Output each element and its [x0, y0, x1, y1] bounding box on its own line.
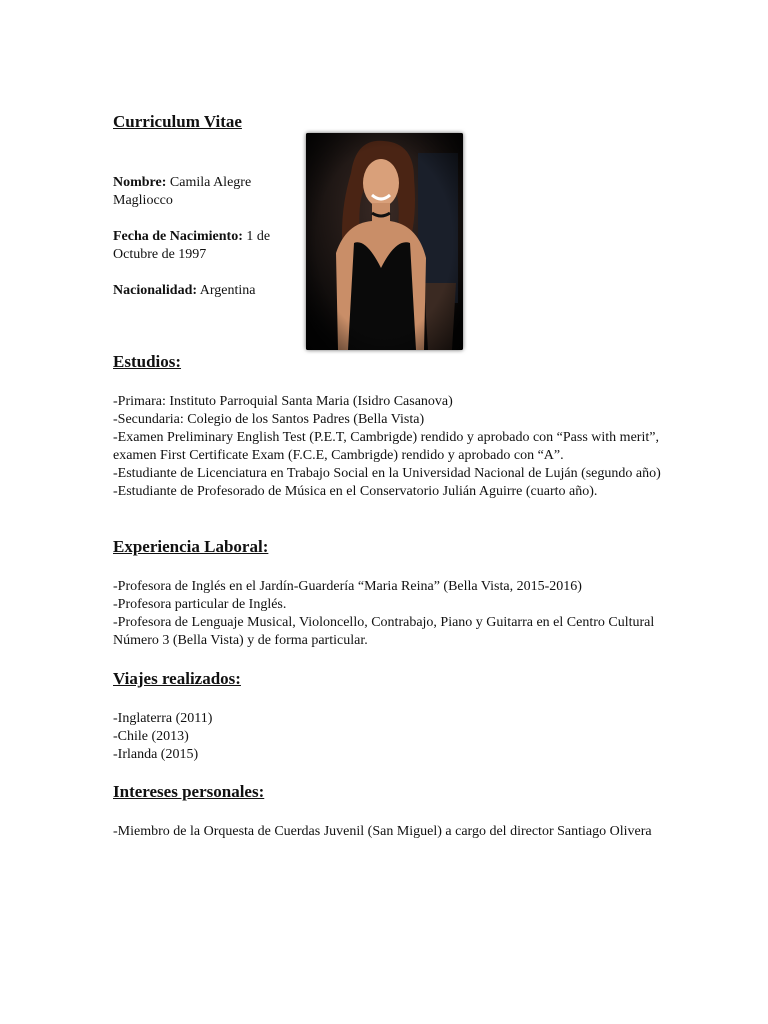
list-item: -Primara: Instituto Parroquial Santa Maria (Isidro Casanova)	[113, 394, 453, 409]
list-item: -Miembro de la Orquesta de Cuerdas Juvenil (San Miguel) a cargo del director Santiago Olivera	[113, 824, 652, 839]
profile-photo-image	[306, 133, 463, 350]
list-item: -Chile (2013)	[113, 729, 189, 744]
nationality-field	[113, 282, 298, 300]
list-item: -Profesora particular de Inglés.	[113, 597, 287, 612]
studies-list	[113, 393, 673, 501]
list-item: -Inglaterra (2011)	[113, 711, 213, 726]
birth-value: 1 de Octubre de 1997	[113, 229, 271, 262]
birth-label: Fecha de Nacimiento:	[113, 229, 243, 244]
name-value: Camila Alegre Magliocco	[113, 175, 252, 208]
list-item: -Profesora de Lenguaje Musical, Violoncello, Contrabajo, Piano y Guitarra en el Centro Cultural Número 3 (Bella Vista) y de forma particular.	[113, 615, 655, 648]
name-field	[113, 174, 298, 210]
nationality-value: Argentina	[199, 283, 256, 298]
list-item: -Estudiante de Licenciatura en Trabajo Social en la Universidad Nacional de Luján (segundo año)	[113, 466, 661, 481]
travels-heading: Viajes realizados:	[113, 669, 241, 688]
profile-photo	[306, 133, 463, 350]
list-item: -Irlanda (2015)	[113, 747, 199, 762]
document-title: Curriculum Vitae	[113, 112, 242, 131]
nationality-label: Nacionalidad:	[113, 283, 198, 298]
list-item: -Examen Preliminary English Test (P.E.T, Cambrigde) rendido y aprobado con “Pass with merit”, examen First Certificate Exam (F.C.E, Cambrigde) rendido y aprobado con “A”.	[113, 430, 659, 463]
list-item: -Secundaria: Colegio de los Santos Padres (Bella Vista)	[113, 412, 425, 427]
studies-heading: Estudios:	[113, 352, 182, 371]
list-item: -Profesora de Inglés en el Jardín-Guardería “Maria Reina” (Bella Vista, 2015-2016)	[113, 579, 582, 594]
list-item: -Estudiante de Profesorado de Música en el Conservatorio Julián Aguirre (cuarto año).	[113, 484, 598, 499]
birth-field	[113, 228, 298, 264]
interests-heading: Intereses personales:	[113, 782, 265, 801]
travels-list	[113, 710, 673, 764]
name-label: Nombre:	[113, 175, 167, 190]
experience-list	[113, 578, 673, 650]
experience-heading: Experiencia Laboral:	[113, 537, 269, 556]
interests-list	[113, 823, 673, 841]
